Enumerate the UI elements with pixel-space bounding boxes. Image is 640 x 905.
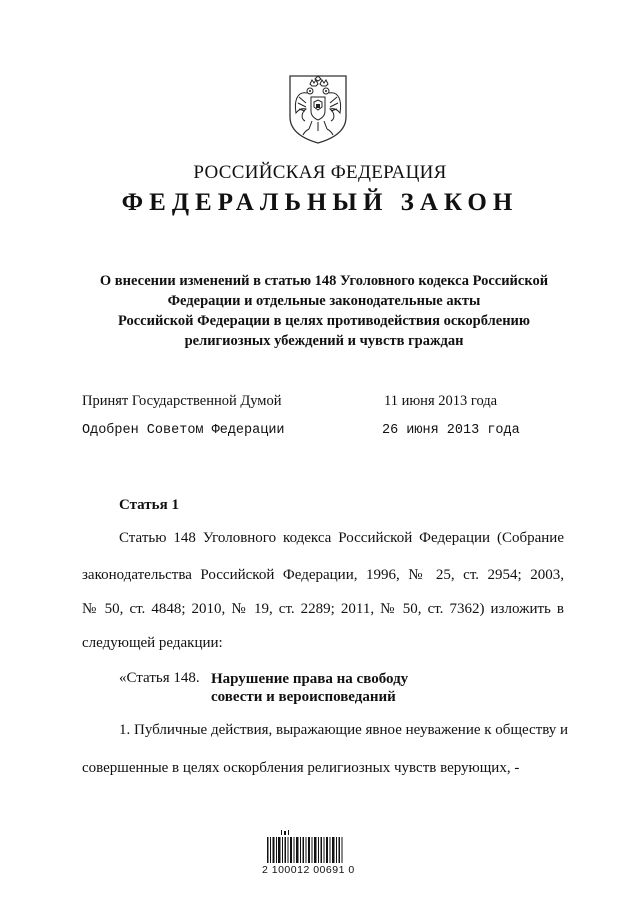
quoted-article-title-line: Нарушение права на свободу xyxy=(211,671,409,687)
law-title-line: Федерации и отдельные законодательные акты xyxy=(167,293,481,309)
approved-date: 26 июня 2013 года xyxy=(382,423,520,438)
quoted-article-title-line: совести и вероисповеданий xyxy=(211,689,396,705)
country-name: РОССИЙСКАЯ ФЕДЕРАЦИЯ xyxy=(193,162,447,183)
law-title-line: религиозных убеждений и чувств граждан xyxy=(184,333,464,349)
article-text-line: законодательства Российской Федерации, 1996, № 25, ст. 2954; 2003, xyxy=(82,567,564,583)
point-text-line: 1. Публичные действия, выражающие явное неуважение к обществу и xyxy=(119,722,569,738)
document-type: ФЕДЕРАЛЬНЫЙ ЗАКОН xyxy=(121,189,519,216)
state-emblem-icon xyxy=(287,73,349,145)
adopted-date: 11 июня 2013 года xyxy=(384,393,498,409)
quoted-article-label: «Статья 148. xyxy=(119,670,200,686)
point-text-line: совершенные в целях оскорбления религиозных чувств верующих, - xyxy=(82,760,520,776)
article-text-line: следующей редакции: xyxy=(82,635,223,651)
article-text-line: № 50, ст. 4848; 2010, № 19, ст. 2289; 2011, № 50, ст. 7362) изложить в xyxy=(82,601,564,617)
barcode-number: 2 100012 00691 0 xyxy=(262,864,355,876)
law-title xyxy=(90,271,558,351)
article-text-line: Статью 148 Уголовного кодекса Российской Федерации (Собрание xyxy=(119,530,564,546)
law-title-line: Российской Федерации в целях противодействия оскорблению xyxy=(118,313,530,329)
approved-label: Одобрен Советом Федерации xyxy=(82,423,285,438)
adopted-label: Принят Государственной Думой xyxy=(82,393,282,409)
article-heading: Статья 1 xyxy=(119,497,179,513)
law-title-line: О внесении изменений в статью 148 Уголовного кодекса Российской xyxy=(99,273,549,289)
quoted-article-title xyxy=(211,670,408,706)
